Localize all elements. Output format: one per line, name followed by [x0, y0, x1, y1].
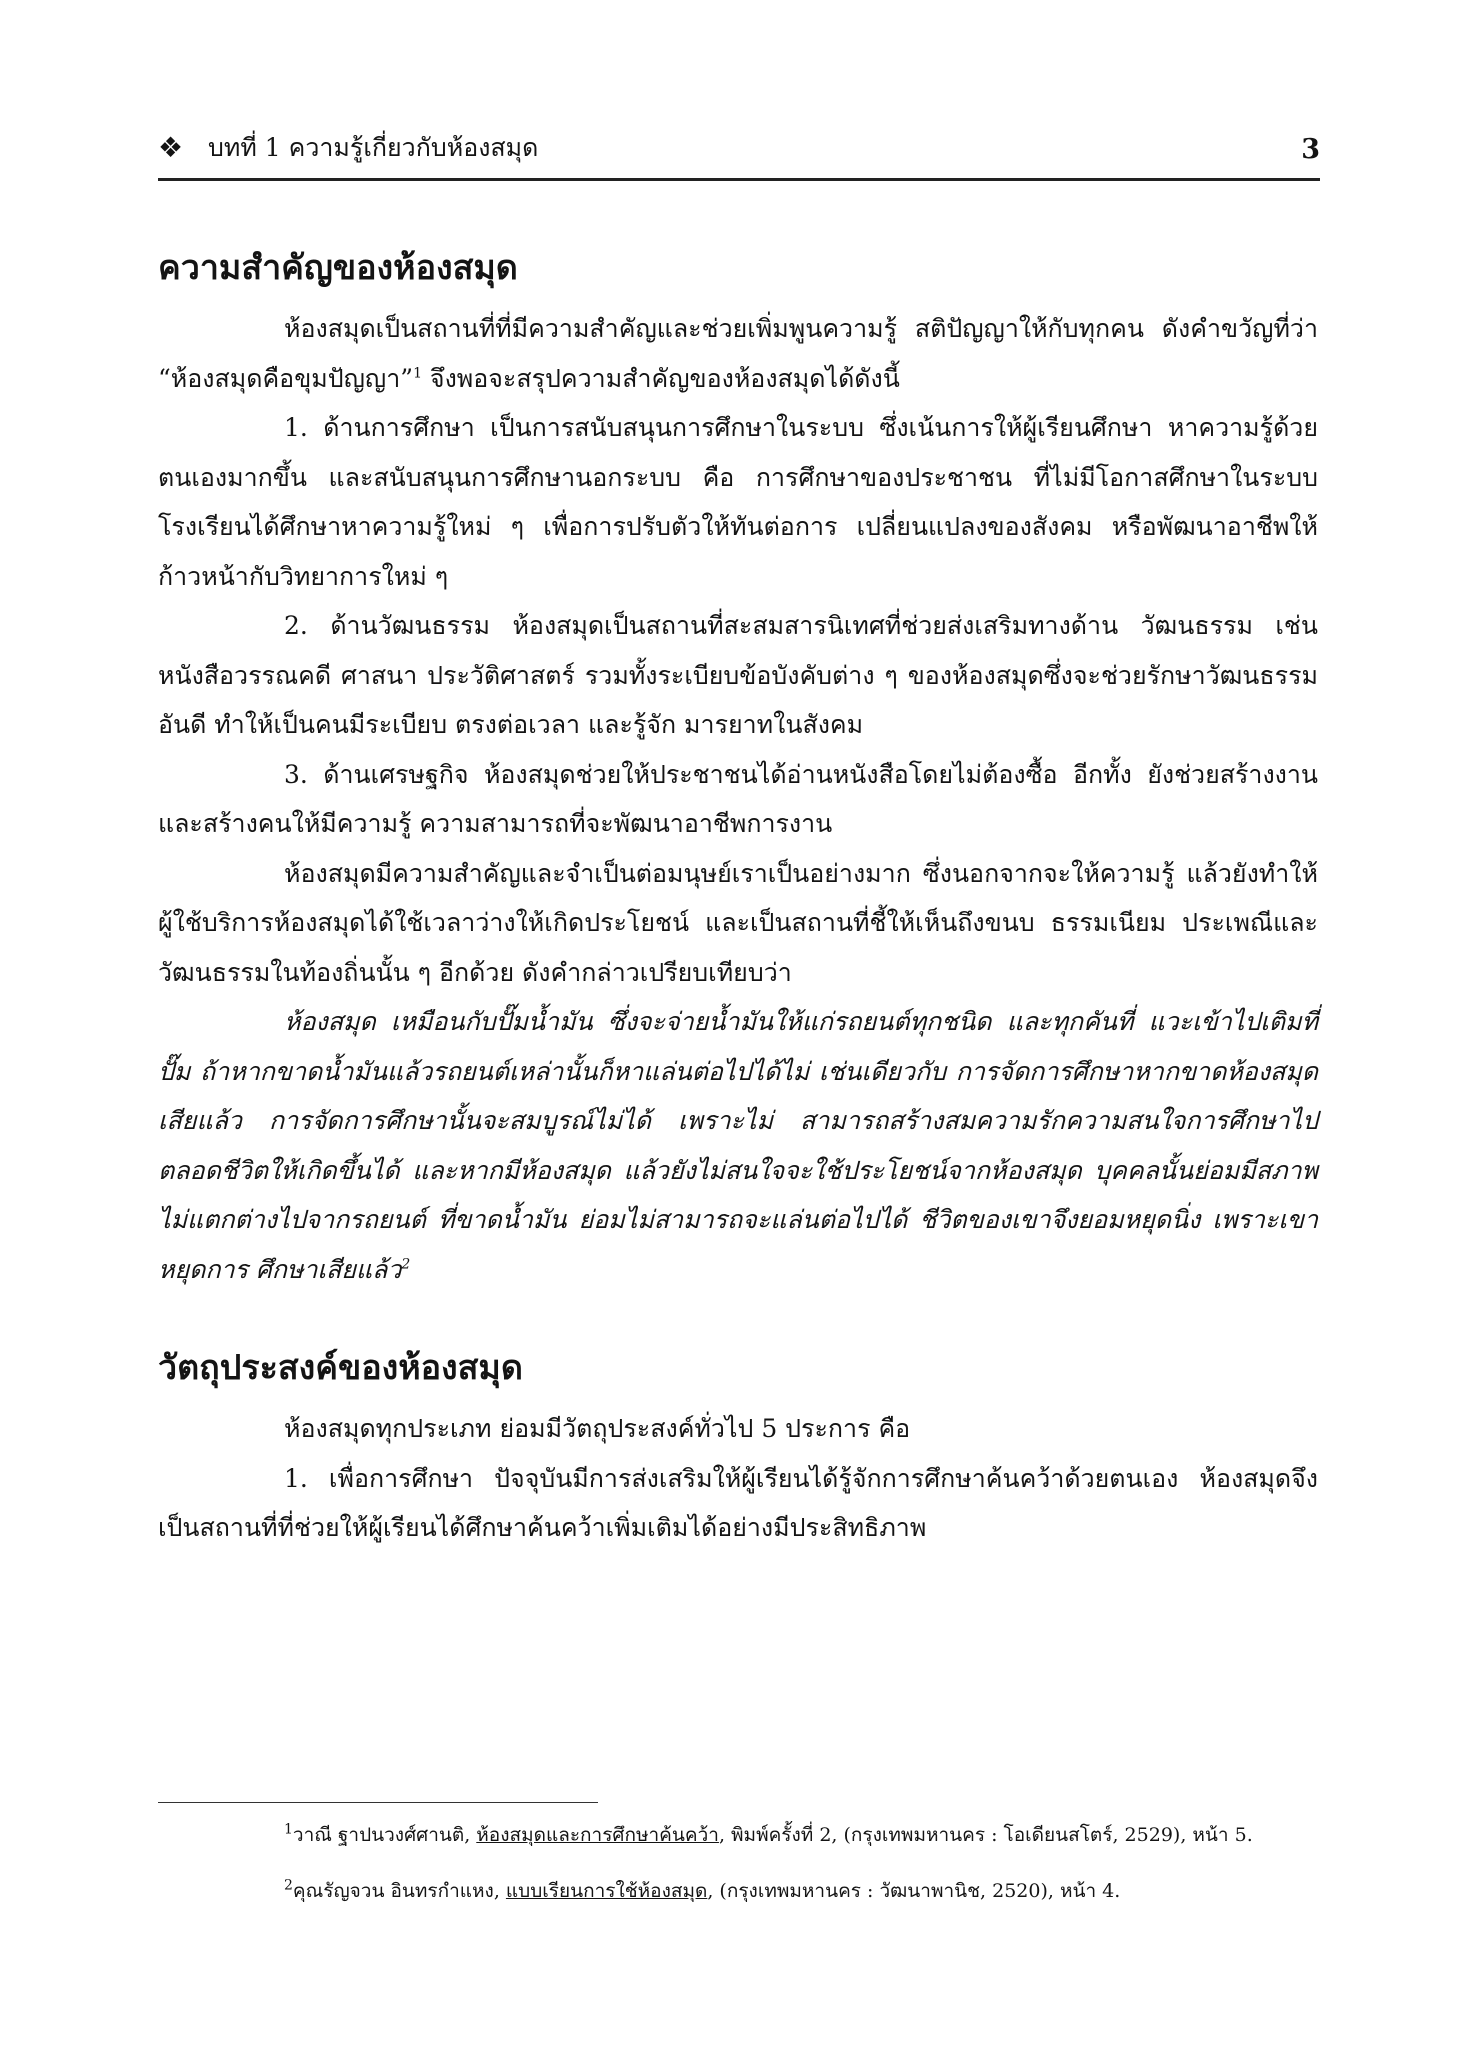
- header-divider: [158, 178, 1320, 181]
- section-heading-objectives: วัตถุประสงค์ของห้องสมุด: [158, 1348, 523, 1388]
- footnote-2-number: 2: [284, 1877, 293, 1894]
- footnotes: [158, 1816, 1318, 1910]
- footnote-1-details: , พิมพ์ครั้งที่ 2, (กรุงเทพมหานคร : โอเดียนสโตร์, 2529), หน้า 5.: [718, 1824, 1253, 1846]
- objectives-intro: ห้องสมุดทุกประเภท ย่อมมีวัตถุประสงค์ทั่วไป 5 ประการ คือ: [284, 1414, 911, 1443]
- running-header: [158, 128, 1320, 168]
- footnote-2: [158, 1872, 1318, 1910]
- quote-text: ห้องสมุด เหมือนกับปั๊มน้ำมัน ซึ่งจะจ่ายน้ำมันให้แก่รถยนต์ทุกชนิด และทุกคันที่ แวะเข้าไปเติมที่ปั๊ม ถ้าหากขาดน้ำมันแล้วรถยนต์เหล่านั้นก็หาแล่นต่อไปได้ไม่ เช่นเดียวกับ การจัดการศึกษาหากขาดห้องสมุดเสียแล้ว การจัดการศึกษานั้นจะสมบูรณ์ไม่ได้ เพราะไม่ สามารถสร้างสมความรักความสนใจการศึกษาไปตลอดชีวิตให้เกิดขึ้นได้ และหากมีห้องสมุด แล้วยังไม่สนใจจะใช้ประโยชน์จากห้องสมุด บุคคลนั้นย่อมมีสภาพไม่แตกต่างไปจากรถยนต์ ที่ขาดน้ำมัน ย่อมไม่สามารถจะแล่นต่อไปได้ ชีวิตของเขาจึงยอมหยุดนิ่ง เพราะเขาหยุดการ ศึกษาเสียแล้ว: [158, 1007, 1318, 1284]
- footnote-1-number: 1: [284, 1821, 293, 1838]
- importance-item-education: 1. ด้านการศึกษา เป็นการสนับสนุนการศึกษาในระบบ ซึ่งเน้นการให้ผู้เรียนศึกษา หาความรู้ด้วยตนเองมากขึ้น และสนับสนุนการศึกษานอกระบบ คือ การศึกษาของประชาชน ที่ไม่มีโอกาสศึกษาในระบบโรงเรียนได้ศึกษาหาความรู้ใหม่ ๆ เพื่อการปรับตัวให้ทันต่อการ เปลี่ยนแปลงของสังคม หรือพัฒนาอาชีพให้ก้าวหน้ากับวิทยาการใหม่ ๆ: [158, 413, 1318, 591]
- footnote-1-title: ห้องสมุดและการศึกษาค้นคว้า: [476, 1824, 719, 1846]
- footnote-divider: [158, 1802, 598, 1803]
- footnote-2-title: แบบเรียนการใช้ห้องสมุด: [505, 1880, 708, 1902]
- footnote-2-details: , (กรุงเทพมหานคร : วัฒนาพานิช, 2520), หน้า 4.: [707, 1880, 1121, 1902]
- importance-item-culture: 2. ด้านวัฒนธรรม ห้องสมุดเป็นสถานที่สะสมสารนิเทศที่ช่วยส่งเสริมทางด้าน วัฒนธรรม เช่น หนังสือวรรณคดี ศาสนา ประวัติศาสตร์ รวมทั้งระเบียบข้อบังคับต่าง ๆ ของห้องสมุดซึ่งจะช่วยรักษาวัฒนธรรมอันดี ทำให้เป็นคนมีระเบียบ ตรงต่อเวลา และรู้จัก มารยาทในสังคม: [158, 611, 1318, 739]
- footnote-ref-2: 2: [401, 1256, 411, 1273]
- footnote-1-author: วาณี ฐาปนวงศ์ศานติ,: [292, 1824, 471, 1846]
- importance-summary-paragraph: ห้องสมุดมีความสำคัญและจำเป็นต่อมนุษย์เราเป็นอย่างมาก ซึ่งนอกจากจะให้ความรู้ แล้วยังทำให้ผู้ใช้บริการห้องสมุดได้ใช้เวลาว่างให้เกิดประโยชน์ และเป็นสถานที่ชี้ให้เห็นถึงขนบ ธรรมเนียม ประเพณีและวัฒนธรรมในท้องถิ่นนั้น ๆ อีกด้วย ดังคำกล่าวเปรียบเทียบว่า: [158, 858, 1318, 987]
- diamond-bullet-icon: ❖: [158, 131, 184, 164]
- importance-intro-paragraph: [158, 304, 1318, 403]
- footnote-2-author: คุณรัญจวน อินทรกำแหง,: [292, 1880, 500, 1902]
- objective-item-education: 1. เพื่อการศึกษา ปัจจุบันมีการส่งเสริมให้ผู้เรียนได้รู้จักการศึกษาค้นคว้าด้วยตนเอง ห้องสมุดจึงเป็นสถานที่ที่ช่วยให้ผู้เรียนได้ศึกษาค้นคว้าเพิ่มเติมได้อย่างมีประสิทธิภาพ: [158, 1463, 1318, 1542]
- page-body: [158, 240, 1318, 1553]
- chapter-title: บทที่ 1 ความรู้เกี่ยวกับห้องสมุด: [208, 133, 539, 162]
- intro-text-a: ห้องสมุดเป็นสถานที่ที่มีความสำคัญและช่วยเพิ่มพูนความรู้ สติปัญญาให้กับทุกคน ดังคำขวัญที่ว่า “ห้องสมุดคือขุมปัญญา”: [158, 314, 1318, 393]
- intro-text-b: จึงพอจะสรุปความสำคัญของห้องสมุดได้ดังนี้: [421, 363, 900, 393]
- importance-item-economy: 3. ด้านเศรษฐกิจ ห้องสมุดช่วยให้ประชาชนได้อ่านหนังสือโดยไม่ต้องซื้อ อีกทั้ง ยังช่วยสร้างงานและสร้างคนให้มีความรู้ ความสามารถที่จะพัฒนาอาชีพการงาน: [158, 759, 1318, 838]
- footnote-ref-1: 1: [413, 365, 422, 382]
- section-heading-importance: ความสำคัญของห้องสมุด: [158, 248, 518, 288]
- footnote-1: [158, 1816, 1318, 1854]
- quote-paragraph: [158, 997, 1318, 1294]
- page-number: 3: [1301, 134, 1320, 165]
